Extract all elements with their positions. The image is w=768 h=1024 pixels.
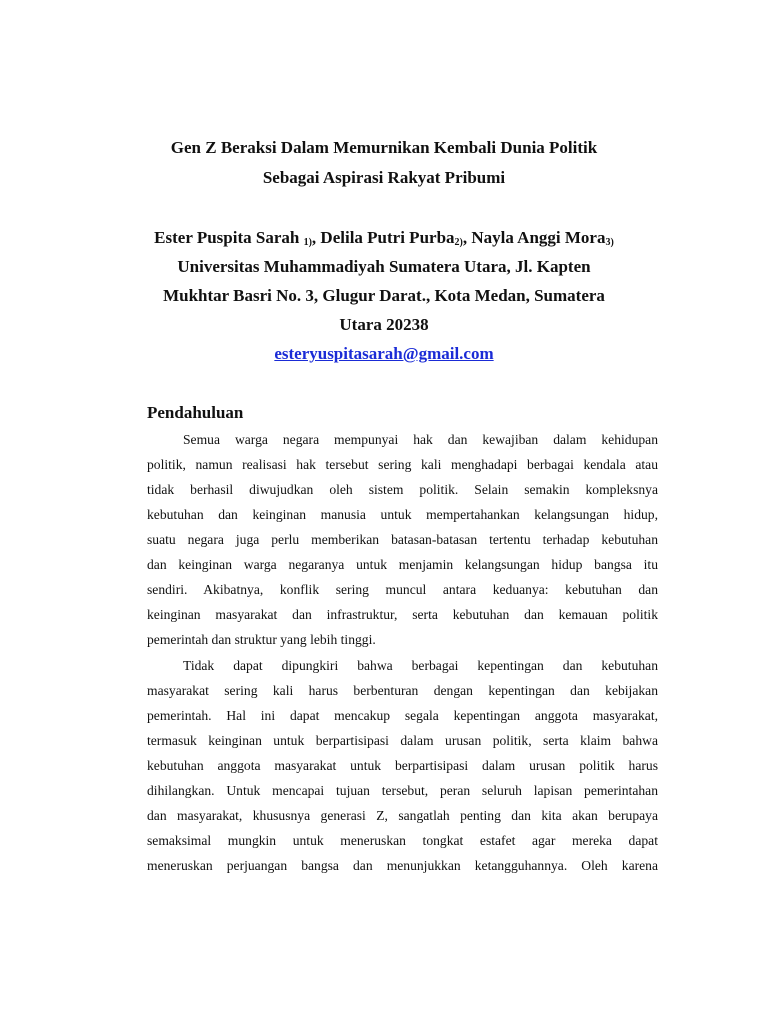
affiliation-line-2: Mukhtar Basri No. 3, Glugur Darat., Kota Medan, Sumatera [163,286,605,305]
paragraph-line: suatu negara juga perlu memberikan batasan-batasan tertentu terhadap kebutuhan [147,532,658,547]
paragraph-line: termasuk keinginan untuk berpartisipasi dalam urusan politik, serta klaim bahwa [147,733,658,748]
paragraph-line: meneruskan perjuangan bangsa dan menunjukkan ketangguhannya. Oleh karena [147,858,658,873]
author-separator: , [311,228,321,247]
paragraph-line: sendiri. Akibatnya, konflik sering muncul antara keduanya: kebutuhan dan [147,582,658,597]
author-affiliation-mark: 2) [454,237,463,248]
author-separator: , [462,228,472,247]
paper-title-line-1: Gen Z Beraksi Dalam Memurnikan Kembali Dunia Politik [170,138,598,157]
affiliation-line-3: Utara 20238 [339,315,429,334]
paragraph-line: masyarakat sering kali harus berbenturan dengan kepentingan dan kebijakan [147,683,658,698]
paragraph-line: Semua warga negara mempunyai hak dan kewajiban dalam kehidupan [183,432,658,447]
author-affiliation-mark: 1) [303,237,312,248]
paragraph-line: keinginan masyarakat dan infrastruktur, serta kebutuhan dan kemauan politik [147,607,658,622]
paragraph-line: dan keinginan warga negaranya untuk menjamin kelangsungan hidup bangsa itu [147,557,658,572]
author-list [0,228,768,248]
paragraph-line: Tidak dapat dipungkiri bahwa berbagai kepentingan dan kebutuhan [183,658,658,673]
author-name: Nayla Anggi Mora [471,228,606,247]
paragraph-line: kebutuhan anggota masyarakat untuk berpartisipasi dalam urusan politik harus [147,758,658,773]
section-heading: Pendahuluan [147,403,244,422]
author-name: Ester Puspita Sarah [154,228,304,247]
affiliation-line-1: Universitas Muhammadiyah Sumatera Utara, Jl. Kapten [177,257,591,276]
paragraph-line: dan masyarakat, khususnya generasi Z, sangatlah penting dan kita akan berupaya [147,808,658,823]
author-name: Delila Putri Purba [320,228,455,247]
paragraph-line: tidak berhasil diwujudkan oleh sistem politik. Selain semakin kompleksnya [147,482,658,497]
paragraph-line: semaksimal mungkin untuk meneruskan tongkat estafet agar mereka dapat [147,833,658,848]
paragraph-line: pemerintah dan struktur yang lebih tinggi. [147,632,376,647]
email-line [0,344,768,364]
paragraph-line: pemerintah. Hal ini dapat mencakup segala kepentingan anggota masyarakat, [147,708,658,723]
author-email-link[interactable]: esteryuspitasarah@gmail.com [274,344,494,363]
author-affiliation-mark: 3) [605,237,614,248]
paragraph-line: kebutuhan dan keinginan manusia untuk mempertahankan kelangsungan hidup, [147,507,658,522]
paragraph-line: politik, namun realisasi hak tersebut sering kali menghadapi berbagai kendala atau [147,457,658,472]
paper-title-line-2: Sebagai Aspirasi Rakyat Pribumi [262,168,506,187]
paragraph-line: dihilangkan. Untuk mencapai tujuan tersebut, peran seluruh lapisan pemerintahan [147,783,658,798]
